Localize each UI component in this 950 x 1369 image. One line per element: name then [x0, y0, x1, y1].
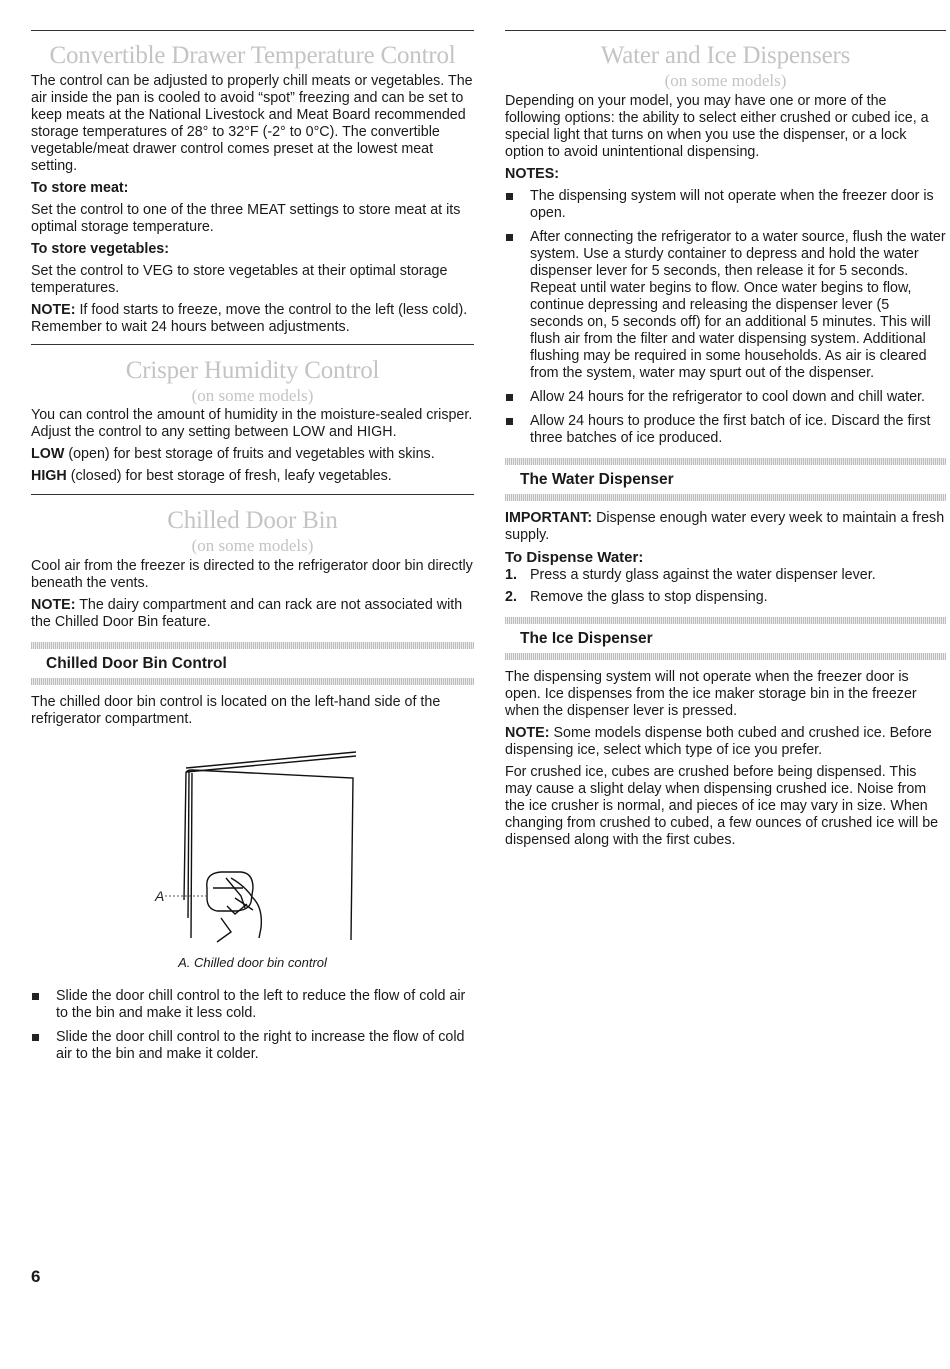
water-dispenser-heading: The Water Dispenser	[520, 471, 674, 488]
list-item: Slide the door chill control to the right to increase the flow of cold air to the bin and make it colder.	[31, 1029, 474, 1063]
ice-note	[505, 725, 946, 759]
crisper-section-title: Crisper Humidity Control	[125, 357, 380, 384]
page-number: 6	[31, 1267, 41, 1286]
dispensers-section-title: Water and Ice Dispensers	[600, 42, 851, 69]
store-veg-text: Set the control to VEG to store vegetables at their optimal storage temperatures.	[31, 263, 448, 296]
notes-list	[505, 188, 946, 447]
ice-dispenser-heading: The Ice Dispenser	[520, 630, 653, 647]
ice-crushed-paragraph: For crushed ice, cubes are crushed before being dispensed. This may cause a slight delay when dispensing crushed ice. Noise from the ice crusher is normal, and pieces of ice may vary in size. When changing from crushed to cubed, a few ounces of crushed ice will be dispensed along with the first cubes.	[505, 764, 939, 848]
note-text: If food starts to freeze, move the control to the left (less cold). Remember to wait 24 hours between adjustments.	[31, 302, 468, 335]
list-item: Slide the door chill control to the left to reduce the flow of cold air to the bin and make it less cold.	[31, 988, 474, 1022]
door-bin-illustration	[31, 728, 474, 953]
high-label: HIGH	[31, 468, 67, 484]
section-rule	[31, 30, 474, 31]
figure-caption: A. Chilled door bin control	[178, 955, 327, 970]
crisper-high	[31, 468, 474, 485]
dispensers-subtitle: (on some models)	[664, 71, 787, 90]
water-important	[505, 510, 946, 544]
high-text: (closed) for best storage of fresh, leafy vegetables.	[66, 468, 392, 484]
drawer-intro: The control can be adjusted to properly chill meats or vegetables. The air inside the pan is cooled to avoid “spot” freezing and can be set to keep meats at the National Livestock and Meat Board recommended storage temperatures of 28° to 32°F (-2° to 0°C). The convertible vegetable/meat drawer control comes preset at the lowest meat setting.	[31, 73, 473, 174]
note-label: NOTE:	[31, 597, 76, 613]
dispensers-intro: Depending on your model, you may have one or more of the following options: the ability to select either crushed or cubed ice, a special light that turns on when you use the dispenser, or a lock option to avoid unintentional dispensing.	[505, 93, 929, 160]
chilled-note	[31, 597, 474, 631]
shaded-rule	[31, 642, 474, 649]
section-rule	[505, 30, 946, 31]
note-label: NOTE:	[31, 302, 76, 318]
step-text: Press a sturdy glass against the water dispenser lever.	[530, 567, 876, 583]
step-number: 1.	[505, 567, 517, 583]
list-item	[505, 567, 946, 584]
store-meat-text: Set the control to one of the three MEAT settings to store meat at its optimal storage temperature.	[31, 202, 461, 235]
left-column	[31, 30, 474, 1063]
shaded-rule	[505, 653, 946, 660]
section-rule	[31, 494, 474, 495]
chilled-control-heading: Chilled Door Bin Control	[46, 655, 227, 672]
shaded-rule	[505, 617, 946, 624]
right-column	[505, 30, 946, 849]
chilled-subtitle: (on some models)	[191, 536, 314, 555]
important-text: Dispense enough water every week to maintain a fresh supply.	[505, 510, 945, 543]
step-text: Remove the glass to stop dispensing.	[530, 589, 768, 605]
chilled-section-title: Chilled Door Bin	[167, 507, 338, 534]
drawer-note	[31, 302, 474, 336]
chilled-intro: Cool air from the freezer is directed to the refrigerator door bin directly beneath the vents.	[31, 558, 473, 591]
store-meat-label: To store meat:	[31, 180, 129, 196]
chill-control-list	[31, 988, 474, 1063]
step-number: 2.	[505, 589, 517, 605]
note-label: NOTE:	[505, 725, 550, 741]
note-text: Some models dispense both cubed and crushed ice. Before dispensing ice, select which type of ice you prefer.	[505, 725, 932, 758]
important-label: IMPORTANT:	[505, 510, 593, 526]
note-text: The dairy compartment and can rack are not associated with the Chilled Door Bin feature.	[31, 597, 463, 630]
drawer-section-title: Convertible Drawer Temperature Control	[49, 42, 456, 69]
dispense-water-steps	[505, 567, 946, 606]
chilled-door-bin-figure	[31, 728, 474, 953]
low-text: (open) for best storage of fruits and vegetables with skins.	[64, 446, 435, 462]
section-rule	[31, 344, 474, 345]
crisper-subtitle: (on some models)	[191, 386, 314, 405]
shaded-rule	[505, 494, 946, 501]
crisper-low	[31, 446, 474, 463]
dispense-water-heading: To Dispense Water:	[505, 549, 644, 566]
ice-paragraph: The dispensing system will not operate when the freezer door is open. Ice dispenses from the ice maker storage bin in the freezer when the dispenser lever is pressed.	[505, 669, 917, 719]
list-item	[505, 589, 946, 606]
chilled-control-text: The chilled door bin control is located on the left-hand side of the refrigerator compartment.	[31, 694, 441, 727]
list-item: After connecting the refrigerator to a water source, flush the water system. Use a sturdy container to depress and hold the water dispenser lever for 5 seconds, then release it for 5 seconds. Repeat until water begins to flow. Once water begins to flow, continue depressing and releasing the dispenser lever (5 seconds on, 5 seconds off) for an additional 5 minutes. This will flush air from the filter and water dispensing system. Additional flushing may be required in some households. As air is cleared from the system, water may spurt out of the dispenser.	[505, 229, 946, 382]
shaded-rule	[31, 678, 474, 685]
store-veg-label: To store vegetables:	[31, 241, 169, 257]
list-item: The dispensing system will not operate when the freezer door is open.	[505, 188, 946, 222]
figure-callout-label: A	[155, 888, 165, 904]
shaded-rule	[505, 458, 946, 465]
notes-label: NOTES:	[505, 166, 560, 182]
list-item: Allow 24 hours to produce the first batch of ice. Discard the first three batches of ice produced.	[505, 413, 946, 447]
low-label: LOW	[31, 446, 65, 462]
crisper-intro: You can control the amount of humidity in the moisture-sealed crisper. Adjust the control to any setting between LOW and HIGH.	[31, 407, 473, 440]
list-item: Allow 24 hours for the refrigerator to cool down and chill water.	[505, 389, 946, 406]
